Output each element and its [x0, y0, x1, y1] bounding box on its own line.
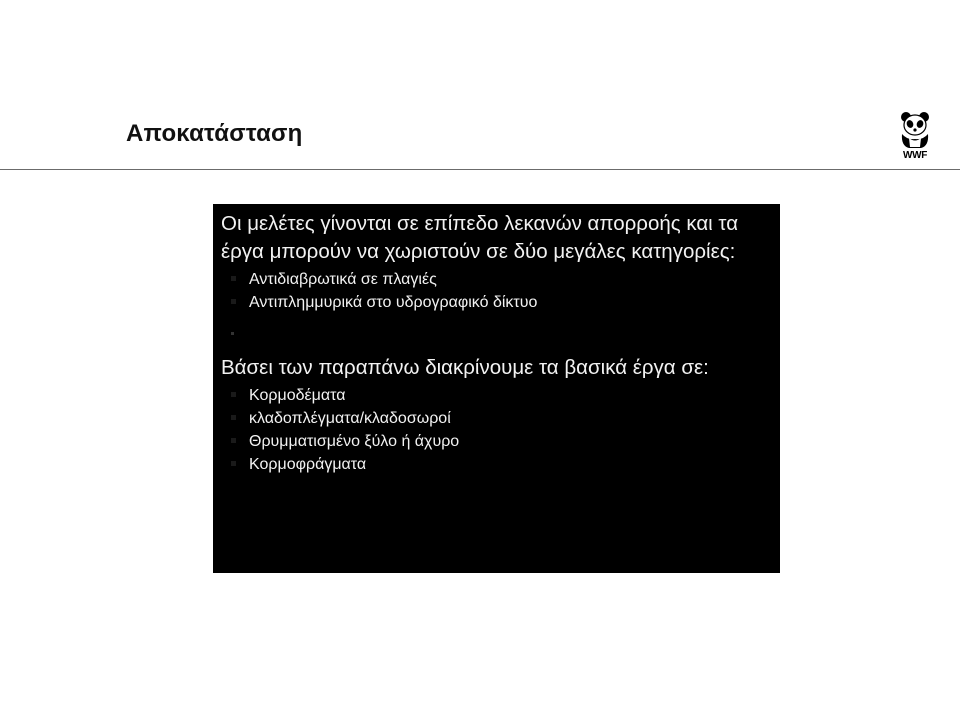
- works-list: [221, 384, 770, 476]
- list-item: [221, 384, 770, 407]
- list-item: [221, 453, 770, 476]
- list-item-text: Αντιπλημμυρικά στο υδρογραφικό δίκτυο: [249, 294, 538, 311]
- list-item-text: Θρυμματισμένο ξύλο ή άχυρο: [249, 433, 460, 450]
- list-item-text: Κορμοδέματα: [249, 387, 346, 404]
- list-item: [221, 268, 770, 291]
- intro-paragraph: Οι μελέτες γίνονται σε επίπεδο λεκανών απορροής και τα έργα μπορούν να χωριστούν σε δύο μεγάλες κατηγορίες:: [221, 212, 739, 263]
- bullet-icon: [231, 415, 236, 420]
- slide-title: Αποκατάσταση: [126, 120, 303, 147]
- list-item: [221, 407, 770, 430]
- bullet-icon: [231, 332, 234, 335]
- categories-list: [221, 268, 770, 314]
- list-item: [221, 430, 770, 453]
- list-item-text: Αντιδιαβρωτικά σε πλαγιές: [249, 271, 437, 288]
- bullet-icon: [231, 299, 236, 304]
- spacer: [221, 314, 770, 354]
- list-item-text: κλαδοπλέγματα/κλαδοσωροί: [249, 410, 451, 427]
- list-item-text: Κορμοφράγματα: [249, 456, 367, 473]
- works-intro-paragraph: Βάσει των παραπάνω διακρίνουμε τα βασικά έργα σε:: [221, 356, 709, 379]
- panda-icon: [893, 110, 937, 150]
- logo-text: WWF: [902, 150, 928, 161]
- bullet-icon: [231, 276, 236, 281]
- wwf-logo: [893, 110, 937, 164]
- title-divider: [0, 169, 960, 170]
- bullet-icon: [231, 392, 236, 397]
- list-item: [221, 291, 770, 314]
- bullet-icon: [231, 461, 236, 466]
- bullet-icon: [231, 438, 236, 443]
- content-box: [213, 204, 780, 573]
